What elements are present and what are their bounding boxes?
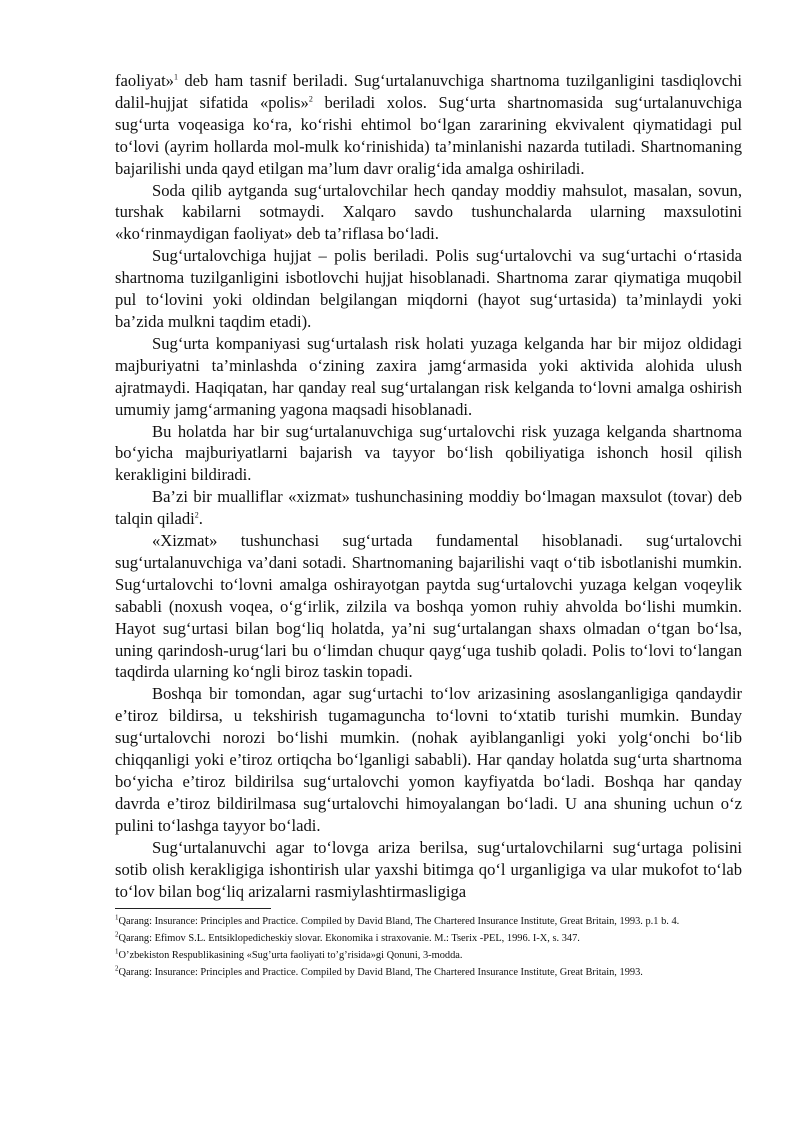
footnote xyxy=(115,966,742,981)
footnote-mark: 1 xyxy=(115,913,119,922)
paragraph-text: deb ham tasnif beriladi. Sug‘urtalanuvchiga shartnoma tuzilganligini tasdiqlovchi dalil-hujjat sifatida «polis» xyxy=(115,71,742,112)
paragraph-text: . xyxy=(198,509,203,529)
paragraph: Boshqa bir tomondan, agar sug‘urtachi to‘lov arizasining asoslanganligiga qandaydir e’tiroz bildirsa, u tekshirish tugamaguncha to‘lovni to‘xtatib turishi mumkin. Bunday sug‘urtalovchi norozi bo‘lishi mumkin. (nohak ayiblanganligi yoki yolg‘onchi bo‘lib chiqqanligi yoki e’tiroz ortiqcha bo‘lganligi sababli). Har qanday holatda sug‘urta shartnoma bo‘yicha e’tiroz bildirilsa sug‘urtalovchi yomon kayfiyatda bo‘ladi. Boshqa har qanday davrda e’tiroz bildirilmasa sug‘urtalovchi himoyalangan bo‘ladi. U ana shuning uchun o‘z pulini to‘lashga tayyor bo‘ladi. xyxy=(115,684,742,835)
paragraph-text: beriladi xolos. Sug‘urta shartnomasida sug‘urtalanuvchiga sug‘urta voqeasiga ko‘ra, ko‘rishi ehtimol bo‘lgan zararining ekvivalent qiymatidagi pul to‘lovi (ayrim hollarda mol-mulk ko‘rinishida) ta’minlanishi nazarda tutiladi. Shartnomaning bajarilishi unda qayd etilgan ma’lum davr oralig‘ida amalga oshiriladi. xyxy=(115,92,742,178)
footnote-reference[interactable]: 2 xyxy=(194,510,199,520)
footnote-text: Qarang: Efimov S.L. Entsiklopedicheskiy slovar. Ekonomika i straxovanie. M.: Tserix -PEL, 1996. I-X, s. 347. xyxy=(118,933,580,945)
footnote-reference[interactable]: 2 xyxy=(308,94,313,104)
footnote-reference[interactable]: 1 xyxy=(173,72,178,82)
footnote-mark: 1 xyxy=(115,947,119,956)
footnote-mark: 2 xyxy=(115,964,119,973)
paragraph: Sug‘urtalanuvchi agar to‘lovga ariza berilsa, sug‘urtalovchilarni sug‘urtaga polisini sotib olish kerakligiga ishontirish ular yaxshi bitimga qo‘l urganligiga va ular mukofot to‘lab to‘lov bilan bog‘liq arizalarni rasmiylashtirmasligiga xyxy=(115,837,742,901)
footnote xyxy=(115,915,742,930)
paragraph: Sug‘urta kompaniyasi sug‘urtalash risk holati yuzaga kelganda har bir mijoz oldidagi majburiyatni ta’minlashda o‘zining zaxira jamg‘armasida yoki aktivida alohida ulush ajratmaydi. Haqiqatan, har qanday real sug‘urtalangan risk kelganda to‘lovni amalga oshirish umumiy jamg‘armaning yagona maqsadi hisoblanadi. xyxy=(115,333,742,419)
footnote-text: Qarang: Insurance: Principles and Practice. Compiled by David Bland, The Chartered Insurance Institute, Great Britain, 1993. xyxy=(118,966,643,978)
paragraph-text: Ba’zi bir mualliflar «xizmat» tushunchasining moddiy bo‘lmagan maxsulot (tovar) deb talqin qiladi xyxy=(115,487,742,529)
footnote-text: O’zbekiston Respublikasining «Sug’urta faoliyati to’g’risida»gi Qonuni, 3-modda. xyxy=(118,950,463,962)
footnote xyxy=(115,932,742,947)
footnote xyxy=(115,949,742,964)
body-text xyxy=(115,70,742,902)
footnote-separator xyxy=(115,908,271,909)
paragraph-text: faoliyat» xyxy=(115,71,174,90)
paragraph xyxy=(115,486,742,530)
footnote-mark: 2 xyxy=(115,930,119,939)
paragraph xyxy=(115,70,742,180)
footnote-text: Qarang: Insurance: Principles and Practice. Compiled by David Bland, The Chartered Insurance Institute, Great Britain, 1993. p.1 b. 4. xyxy=(118,916,680,928)
footnotes xyxy=(115,915,742,980)
paragraph: Bu holatda har bir sug‘urtalanuvchiga sug‘urtalovchi risk yuzaga kelganda shartnoma bo‘yicha majburiyatlarni bajarish va tayyor bo‘lish qobiliyatiga ishonch hosil qilish kerakligini bildiradi. xyxy=(115,421,742,485)
document-page xyxy=(115,70,742,983)
paragraph: Sug‘urtalovchiga hujjat – polis beriladi. Polis sug‘urtalovchi va sug‘urtachi o‘rtasida shartnoma tuzilganligini isbotlovchi hujjat hisoblanadi. Shartnoma zarar qiymatiga muqobil pul to‘lovini yoki oldindan belgilangan miqdorni (hayot sug‘urtasida) ta’minlaydi yoki ba’zida mulkni taqdim etadi). xyxy=(115,246,742,331)
paragraph: Soda qilib aytganda sug‘urtalovchilar hech qanday moddiy mahsulot, masalan, sovun, turshak kabilarni sotmaydi. Xalqaro savdo tushunchalarda ularning maxsulotini «ko‘rinmaydigan faoliyat» deb ta’riflasa bo‘ladi. xyxy=(115,180,742,244)
paragraph: «Xizmat» tushunchasi sug‘urtada fundamental hisoblanadi. sug‘urtalovchi sug‘urtalanuvchiga va’dani sotadi. Shartnomaning bajarilishi vaqt o‘tib isbotlanishi mumkin. Sug‘urtalovchi to‘lovni amalga oshirayotgan paytda sug‘urtalovchi yuzaga kelgan voqeylik sababli (noxush voqea, o‘g‘irlik, zilzila va boshqa yomon ruhiy ahvolda bo‘lishi mumkin. Hayot sug‘urtasi bilan bog‘liq holatda, ya’ni sug‘urtalangan shaxs olmadan o‘tgan bo‘lsa, uning qarindosh-urug‘lari bu o‘limdan chuqur qayg‘uga tushib qoladi. Polis to‘lovi to‘langan taqdirda ularning ko‘ngli biroz taskin topadi. xyxy=(115,531,742,682)
